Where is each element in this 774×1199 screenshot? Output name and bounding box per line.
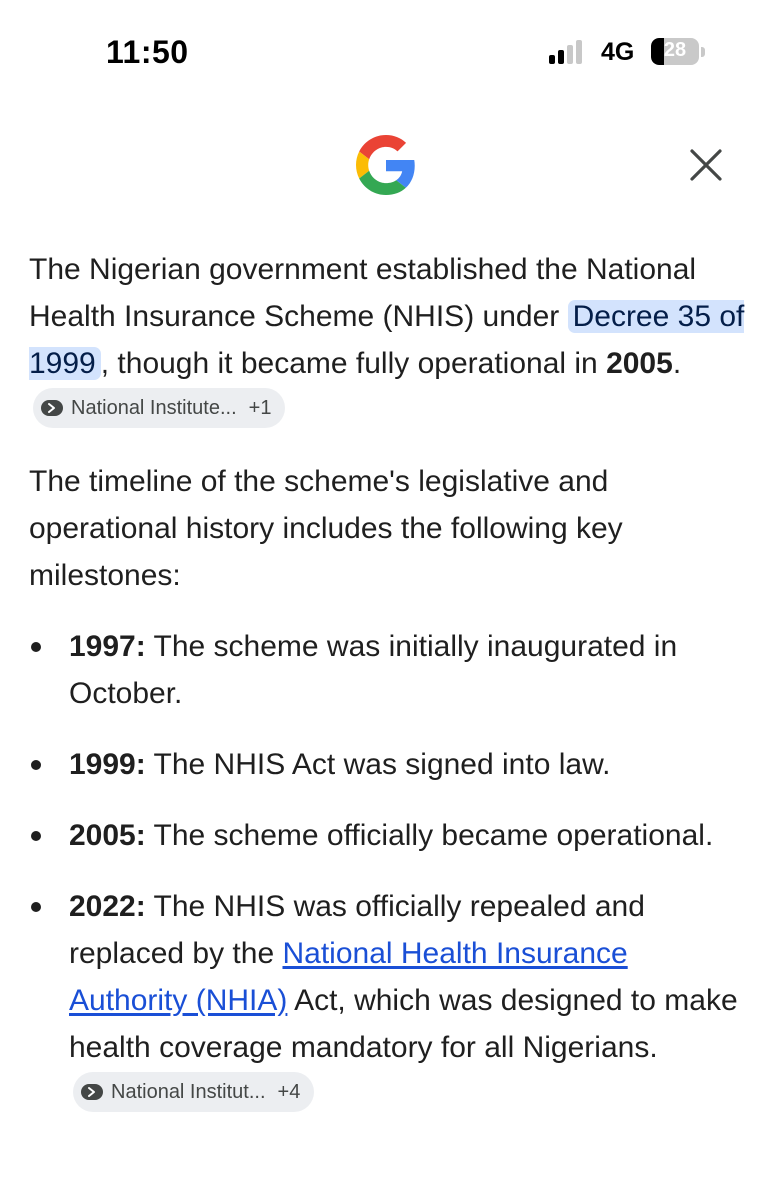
list-item [29,883,745,1118]
source-chip[interactable] [33,388,285,428]
source-chip-label: National Institute... [71,397,237,419]
network-type: 4G [601,38,635,66]
status-time: 11:50 [106,34,189,70]
bullet-icon [31,642,41,652]
list-item [29,812,745,859]
milestone-text: The scheme officially became operational. [145,819,714,852]
intro-paragraph [29,246,745,434]
bullet-icon [31,902,41,912]
bullet-icon [31,831,41,841]
highlighted-decree: Decree 35 of 1999 [29,300,745,380]
battery-level: 28 [663,39,687,61]
source-chip-count: +1 [248,397,272,419]
operational-year: 2005 [606,347,673,380]
intro-text-continued: , though it became fully operational in [100,347,607,380]
close-icon [683,142,729,188]
source-chip[interactable] [73,1072,314,1112]
intro-period: . [672,347,682,380]
source-link-icon [41,400,63,416]
milestone-year: 2022: [69,890,146,923]
timeline-intro: The timeline of the scheme's legislative and operational history includes the following key milestones: [29,465,623,592]
close-button[interactable] [683,142,729,188]
milestone-text: The NHIS was officially repealed and replaced by the [69,890,645,970]
source-link-icon [81,1084,103,1100]
intro-text: The Nigerian government established the National Health Insurance Scheme (NHIS) under [29,253,697,333]
status-bar [0,0,774,100]
source-chip-label: National Institut... [111,1081,266,1103]
list-item [29,623,745,717]
battery-tip [701,47,705,57]
battery-icon [651,38,699,65]
bullet-icon [31,760,41,770]
milestone-list [29,623,745,1118]
ai-overview-content [29,246,745,1142]
milestone-year: 1997: [69,630,146,663]
milestone-year: 1999: [69,748,146,781]
cellular-signal-icon [549,40,589,64]
google-g-icon [356,135,416,195]
milestone-text: The scheme was initially inaugurated in October. [69,630,678,710]
source-chip-count: +4 [277,1081,301,1103]
nhia-link[interactable]: National Health Insurance Authority (NHIA) [69,937,628,1017]
list-item [29,741,745,788]
milestone-year: 2005: [69,819,146,852]
milestone-text-continued: Act, which was designed to make health coverage mandatory for all Nigerians. [69,984,738,1064]
milestone-text: The NHIS Act was signed into law. [145,748,611,781]
